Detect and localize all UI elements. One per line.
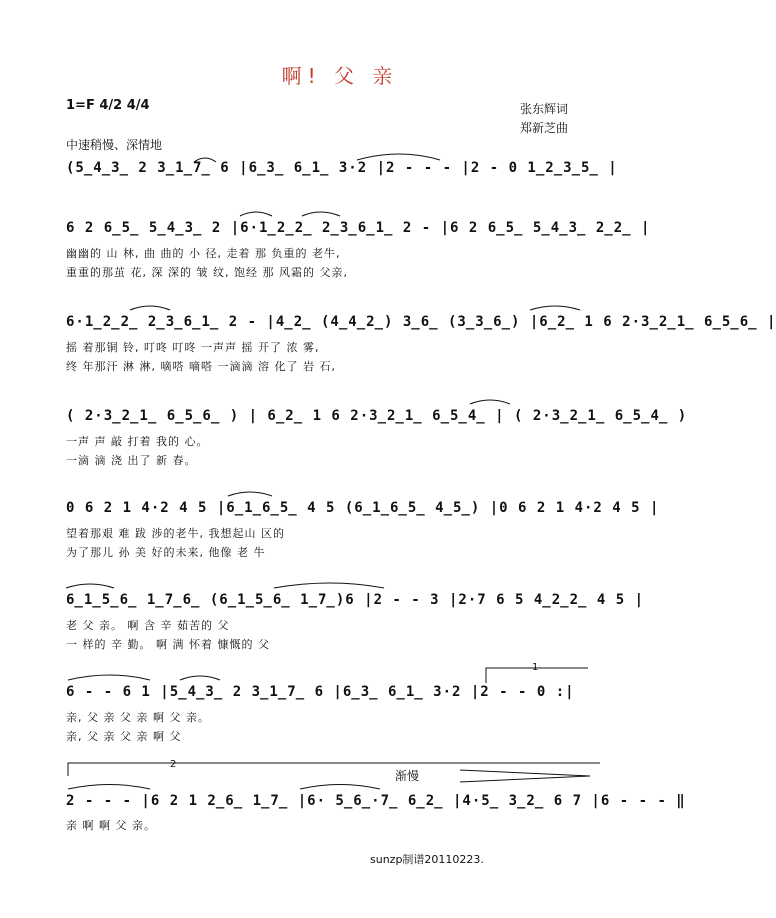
lyric-line-2-verse-1: 幽幽的 山 林, 曲 曲的 小 径, 走着 那 负重的 老牛, <box>66 247 341 260</box>
tempo-change-marking: 渐慢 <box>395 769 420 783</box>
lyricist-credit: 张东辉词 <box>520 102 569 116</box>
lyric-line-6-verse-2: 一 样的 辛 勤。 啊 满 怀着 慷慨的 父 <box>66 638 270 651</box>
lyric-line-5-verse-1: 望着那艰 难 跋 涉的老牛, 我想起山 区的 <box>66 527 285 540</box>
lyric-line-7-verse-2: 亲, 父 亲 父 亲 啊 父 <box>66 730 182 743</box>
lyric-line-8: 亲 啊 啊 父 亲。 <box>66 819 156 832</box>
score-line-8: 2 - - - |6 2 1 2̲6̲ 1̲7̲ |6· 5̲6̲·7̲ 6̲2̲ |4·5̲ 3̲2̲ 6 7 |6 - - - ‖ <box>66 793 686 809</box>
tempo-marking: 中速稍慢、深情地 <box>66 138 163 152</box>
score-line-2: 6 2 6̲5̲ 5̲4̲3̲ 2 |6·1̲2̲2̲ 2̲3̲6̲1̲ 2 - |6 2 6̲5̲ 5̲4̲3̲ 2̲2̲ | <box>66 220 651 236</box>
lyric-line-7-verse-1: 亲, 父 亲 父 亲 啊 父 亲。 <box>66 711 210 724</box>
song-title: 啊! 父 亲 <box>281 64 399 88</box>
volta-2-label: 2 <box>170 759 177 770</box>
composer-credit: 郑新芝曲 <box>520 121 569 135</box>
lyric-line-2-verse-2: 重重的那茧 花, 深 深的 皱 纹, 饱经 那 风霜的 父亲, <box>66 266 348 279</box>
lyric-line-4-verse-1: 一声 声 敲 打着 我的 心。 <box>66 435 209 448</box>
score-line-6: 6̲1̲5̲6̲ 1̲7̲6̲ (6̲1̲5̲6̲ 1̲7̲)6 |2 - - 3 |2·7 6 5 4̲2̲2̲ 4 5 | <box>66 592 645 608</box>
score-line-4: ( 2·3̲2̲1̲ 6̲5̲6̲ ) | 6̲2̲ 1 6 2·3̲2̲1̲ 6̲5̲4̲ | ( 2·3̲2̲1̲ 6̲5̲4̲ ) <box>66 408 688 424</box>
lyric-line-3-verse-2: 终 年那汗 淋 淋, 嘀嗒 嘀嗒 一滴滴 溶 化了 岩 石, <box>66 360 336 373</box>
lyric-line-6-verse-1: 老 父 亲。 啊 含 辛 茹苦的 父 <box>66 619 230 632</box>
score-line-7: 6 - - 6 1 |5̲4̲3̲ 2 3̲1̲7̲ 6 |6̲3̲ 6̲1̲ 3·2 |2 - - 0 :| <box>66 684 575 700</box>
volta-1-label: 1 <box>532 662 539 673</box>
score-line-3: 6·1̲2̲2̲ 2̲3̲6̲1̲ 2 - |4̲2̲ (4̲4̲2̲) 3̲6̲ (3̲3̲6̲) |6̲2̲ 1 6 2·3̲2̲1̲ 6̲5̲6̲ | <box>66 314 776 330</box>
lyric-line-3-verse-1: 摇 着那铜 铃, 叮咚 叮咚 一声声 摇 开了 浓 雾, <box>66 341 320 354</box>
footer-credit: sunzp制谱20110223. <box>370 853 484 866</box>
key-signature: 1=F 4/2 4/4 <box>66 98 150 113</box>
lyric-line-5-verse-2: 为了那儿 孙 美 好的未来, 他像 老 牛 <box>66 546 266 559</box>
score-line-5: 0 6 2 1 4·2 4 5 |6̲1̲6̲5̲ 4 5 (6̲1̲6̲5̲ 4̲5̲) |0 6 2 1 4·2 4 5 | <box>66 500 660 516</box>
lyric-line-4-verse-2: 一滴 滴 浇 出了 新 春。 <box>66 454 197 467</box>
score-line-1: (5̲4̲3̲ 2 3̲1̲7̲ 6 |6̲3̲ 6̲1̲ 3·2 |2 - - - |2 - 0 1̲2̲3̲5̲ | <box>66 160 618 176</box>
